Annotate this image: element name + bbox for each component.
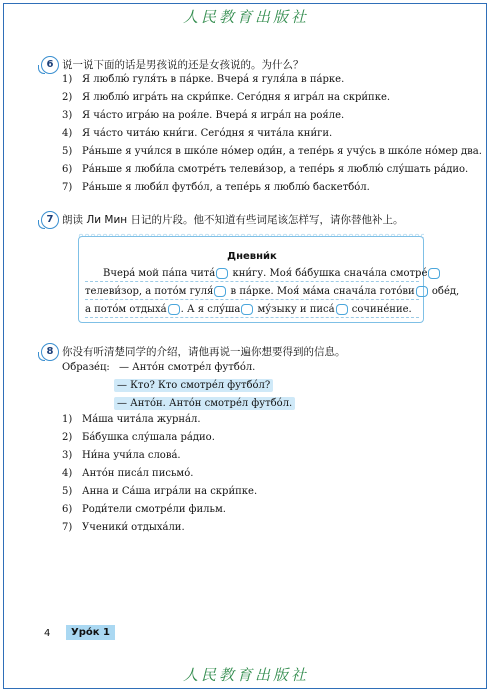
diary-line-1 <box>85 267 428 282</box>
exercise-8-number: 8 <box>41 343 59 361</box>
item-number: 4) <box>62 468 73 479</box>
item-number: 6) <box>62 164 73 175</box>
diary-box <box>78 236 460 323</box>
sample-answer-highlight: — Анто́н. Анто́н смотре́л футбо́л. <box>114 397 295 410</box>
list-item <box>62 429 257 447</box>
sample-line-2 <box>114 377 273 395</box>
exercise-7-number: 7 <box>41 211 59 229</box>
diary-text: кни́гу. Моя́ ба́бушка снача́ла смотре́ <box>229 268 428 279</box>
exercise-6-list <box>62 71 482 197</box>
diary-text: а пото́м отдыха́ <box>85 304 167 315</box>
diary-text: в па́рке. Моя́ ма́ма снача́ла гото́ви <box>227 286 415 297</box>
list-item <box>62 483 257 501</box>
list-item <box>62 71 482 89</box>
blank-field[interactable] <box>428 268 440 279</box>
item-text: Ра́ньше я люби́ла смотре́ть телеви́зор, а тепе́рь я люблю́ слу́шать ра́дио. <box>82 164 469 175</box>
diary-text: телеви́зор, а пото́м гуля́ <box>85 286 214 297</box>
publisher-footer: 人民教育出版社 <box>182 666 309 684</box>
item-text: Я ча́сто игра́ю на роя́ле. Вчера́ я игра́л на роя́ле. <box>82 110 345 121</box>
item-text: Ученики́ отдыха́ли. <box>82 522 185 533</box>
list-item <box>62 179 482 197</box>
item-number: 3) <box>62 110 73 121</box>
diary-text: сочине́ние. <box>348 304 412 315</box>
item-number: 1) <box>62 414 73 425</box>
exercise-8-instruction: 你没有听清楚同学的介绍，请他再说一遍你想要得到的信息。 <box>62 346 346 358</box>
item-text: Ни́на учи́ла слова́. <box>82 450 181 461</box>
item-number: 7) <box>62 182 73 193</box>
item-number: 2) <box>62 92 73 103</box>
blank-field[interactable] <box>168 304 180 315</box>
list-item <box>62 125 482 143</box>
blank-field[interactable] <box>416 286 428 297</box>
blank-field[interactable] <box>336 304 348 315</box>
item-number: 5) <box>62 146 73 157</box>
list-item <box>62 107 482 125</box>
item-text: Ра́ньше я учи́лся в шко́ле но́мер оди́н, а тепе́рь я учу́сь в шко́ле но́мер два. <box>82 146 482 157</box>
item-number: 3) <box>62 450 73 461</box>
exercise-7-instruction: 朗读 Ли Мин 日记的片段。他不知道有些词尾该怎样写，请你替他补上。 <box>62 214 404 226</box>
item-number: 7) <box>62 522 73 533</box>
sample-label: Образе́ц: <box>62 362 110 373</box>
item-text: Анто́н писа́л письмо́. <box>82 468 194 479</box>
publisher-header: 人民教育出版社 <box>182 8 309 26</box>
list-item <box>62 465 257 483</box>
exercise-8-list <box>62 411 257 537</box>
blank-field[interactable] <box>216 268 228 279</box>
diary-line-2 <box>85 285 460 300</box>
item-text: Роди́тели смотре́ли фильм. <box>82 504 226 515</box>
list-item <box>62 89 482 107</box>
item-text: Ма́ша чита́ла журна́л. <box>82 414 201 425</box>
blank-field[interactable] <box>241 304 253 315</box>
item-text: Анна и Са́ша игра́ли на скри́пке. <box>82 486 258 497</box>
exercise-6-instruction: 说一说下面的话是男孩说的还是女孩说的。为什么？ <box>62 59 304 71</box>
item-number: 6) <box>62 504 73 515</box>
exercise-6-number: 6 <box>41 56 59 74</box>
list-item <box>62 519 257 537</box>
item-number: 2) <box>62 432 73 443</box>
sample-line-1 <box>62 359 255 377</box>
diary-text: обе́д, <box>428 286 460 297</box>
list-item <box>62 411 257 429</box>
diary-line-3 <box>85 303 419 318</box>
list-item <box>62 447 257 465</box>
item-number: 5) <box>62 486 73 497</box>
item-number: 1) <box>62 74 73 85</box>
blank-field[interactable] <box>214 286 226 297</box>
list-item <box>62 501 257 519</box>
list-item <box>62 143 482 161</box>
diary-text: . А я слу́ша <box>180 304 241 315</box>
sample-question-highlight: — Кто? Кто смотре́л футбо́л? <box>114 379 273 392</box>
page-number: 4 <box>44 628 51 639</box>
list-item <box>62 161 482 179</box>
item-text: Я ча́сто чита́ю кни́ги. Сего́дня я чита́ла кни́ги. <box>82 128 333 139</box>
sample-text: — Анто́н смотре́л футбо́л. <box>118 362 256 373</box>
item-text: Ра́ньше я люби́л футбо́л, а тепе́рь я люблю́ баскетбо́л. <box>82 182 370 193</box>
diary-text: Вчера́ мой па́па чита́ <box>103 268 216 279</box>
diary-text: му́зыку и писа́ <box>254 304 335 315</box>
item-text: Ба́бушка слу́шала ра́дио. <box>82 432 215 443</box>
diary-title: Дневни́к <box>227 251 277 262</box>
lesson-label: Уро́к 1 <box>66 625 115 640</box>
item-text: Я люблю́ игра́ть на скри́пке. Сего́дня я игра́л на скри́пке. <box>82 92 391 103</box>
item-text: Я люблю́ гуля́ть в па́рке. Вчера́ я гуля́ла в па́рке. <box>82 74 345 85</box>
item-number: 4) <box>62 128 73 139</box>
